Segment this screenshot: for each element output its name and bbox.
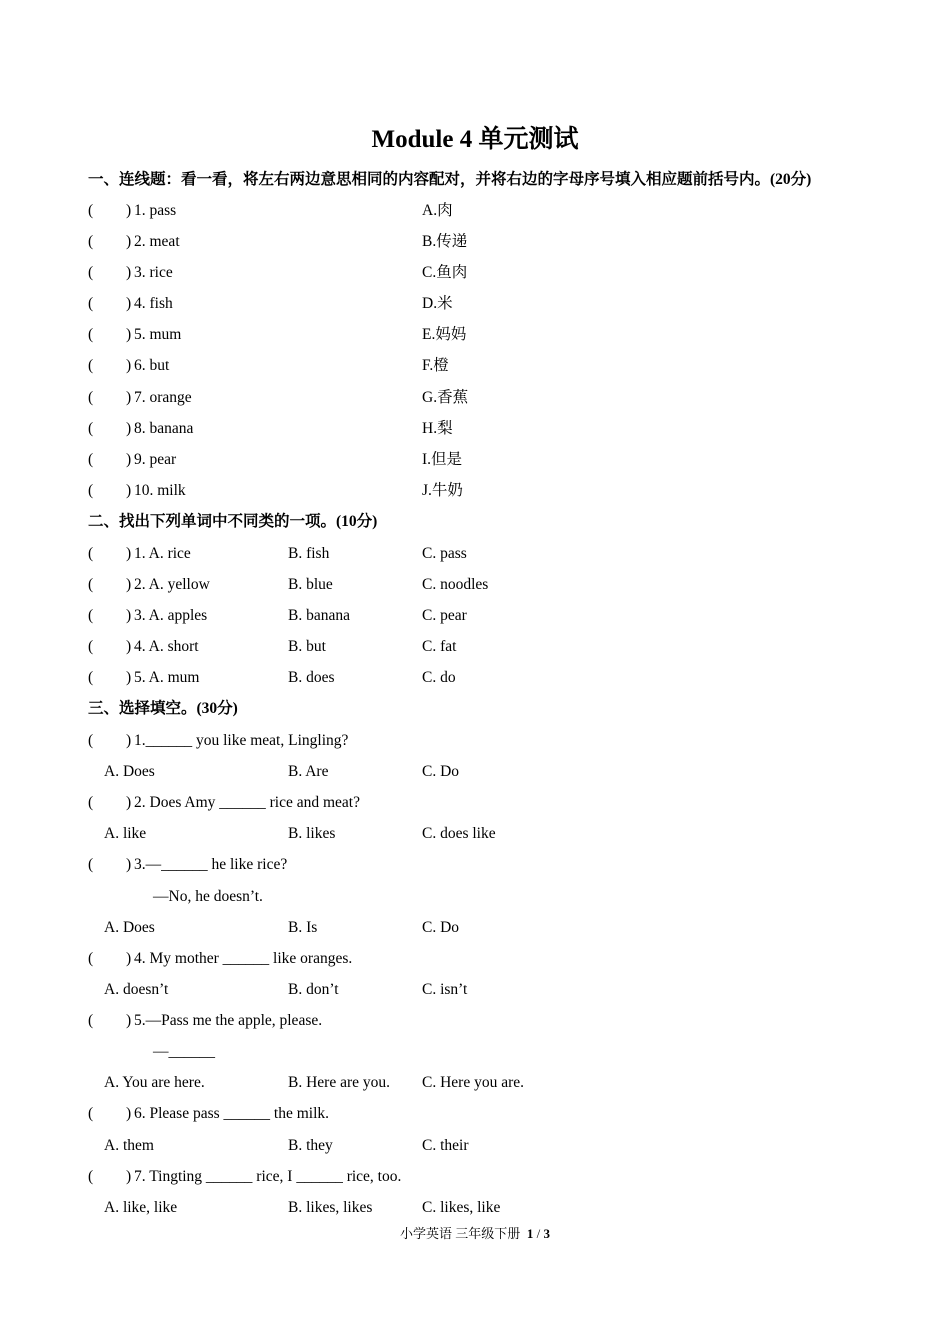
matching-right-item: B.传递 (422, 233, 468, 250)
answer-paren-close: ) (126, 389, 132, 406)
matching-row (88, 324, 908, 346)
question-subline (88, 886, 908, 908)
question-text: 5.—Pass me the apple, please. (134, 1012, 323, 1029)
question-text: 7. Tingting ______ rice, I ______ rice, too. (134, 1168, 402, 1185)
matching-left-item: 7. orange (134, 389, 192, 406)
matching-row (88, 200, 908, 222)
answer-paren-close: ) (126, 233, 132, 250)
matching-right-item: D.米 (422, 295, 453, 312)
option-b: B. likes, likes (288, 1199, 373, 1216)
odd-one-out-row (88, 636, 908, 658)
option-b: B. Here are you. (288, 1074, 390, 1091)
answer-paren-open: ( (88, 669, 94, 686)
answer-paren-open: ( (88, 950, 94, 967)
question-subline (88, 1041, 908, 1063)
matching-right-item: H.梨 (422, 420, 453, 437)
question-options (88, 917, 908, 939)
answer-paren-open: ( (88, 264, 94, 281)
answer-paren-open: ( (88, 233, 94, 250)
question-stem (88, 792, 908, 814)
option-c: C. pass (422, 545, 467, 562)
matching-right-item: F.橙 (422, 357, 449, 374)
answer-paren-close: ) (126, 326, 132, 343)
option-a: 3. A. apples (134, 607, 208, 624)
option-b: B. banana (288, 607, 350, 624)
matching-row (88, 418, 908, 440)
matching-right-item: J.牛奶 (422, 482, 463, 499)
matching-row (88, 231, 908, 253)
page-footer (0, 1225, 950, 1243)
dialogue-reply: —______ (153, 1043, 215, 1060)
answer-paren-close: ) (126, 607, 132, 624)
question-stem (88, 1103, 908, 1125)
page-total: 3 (543, 1226, 550, 1241)
option-a: A. like, like (104, 1199, 178, 1216)
answer-paren-open: ( (88, 576, 94, 593)
answer-paren-close: ) (126, 794, 132, 811)
matching-left-item: 6. but (134, 357, 170, 374)
matching-right-item: A.肉 (422, 202, 453, 219)
option-a: A. Does (104, 763, 155, 780)
option-b: B. fish (288, 545, 330, 562)
option-a: 5. A. mum (134, 669, 200, 686)
answer-paren-open: ( (88, 451, 94, 468)
matching-row (88, 480, 908, 502)
answer-paren-close: ) (126, 357, 132, 374)
matching-right-item: G.香蕉 (422, 389, 469, 406)
question-options (88, 823, 908, 845)
answer-paren-close: ) (126, 264, 132, 281)
odd-one-out-row (88, 574, 908, 596)
answer-paren-open: ( (88, 1105, 94, 1122)
option-c: C. noodles (422, 576, 489, 593)
option-c: C. Do (422, 763, 460, 780)
option-b: B. likes (288, 825, 336, 842)
answer-paren-open: ( (88, 420, 94, 437)
odd-one-out-row (88, 667, 908, 689)
matching-left-item: 4. fish (134, 295, 173, 312)
answer-paren-close: ) (126, 1012, 132, 1029)
answer-paren-open: ( (88, 482, 94, 499)
option-a: 4. A. short (134, 638, 199, 655)
option-a: 1. A. rice (134, 545, 191, 562)
option-b: B. blue (288, 576, 333, 593)
matching-right-item: C.鱼肉 (422, 264, 468, 281)
answer-paren-open: ( (88, 389, 94, 406)
option-c: C. does like (422, 825, 496, 842)
answer-paren-close: ) (126, 202, 132, 219)
answer-paren-open: ( (88, 794, 94, 811)
option-c: C. likes, like (422, 1199, 501, 1216)
section-1-heading: 一、连线题：看一看，将左右两边意思相同的内容配对，并将右边的字母序号填入相应题前括号内。(20分) (88, 171, 812, 188)
odd-one-out-row (88, 605, 908, 627)
answer-paren-close: ) (126, 451, 132, 468)
option-a: A. them (104, 1137, 154, 1154)
question-options (88, 979, 908, 1001)
option-a: A. You are here. (104, 1074, 205, 1091)
answer-paren-close: ) (126, 545, 132, 562)
option-c: C. pear (422, 607, 467, 624)
page-title: Module 4 单元测试 (371, 126, 579, 153)
answer-paren-open: ( (88, 545, 94, 562)
matching-row (88, 293, 908, 315)
matching-row (88, 262, 908, 284)
option-b: B. don’t (288, 981, 339, 998)
odd-one-out-row (88, 543, 908, 565)
question-text: 1.______ you like meat, Lingling? (134, 732, 349, 749)
option-b: B. does (288, 669, 335, 686)
section-2-heading: 二、找出下列单词中不同类的一项。(10分) (88, 513, 378, 530)
matching-left-item: 2. meat (134, 233, 180, 250)
answer-paren-close: ) (126, 576, 132, 593)
matching-left-item: 9. pear (134, 451, 177, 468)
option-a: A. doesn’t (104, 981, 169, 998)
option-c: C. Here you are. (422, 1074, 524, 1091)
answer-paren-open: ( (88, 607, 94, 624)
option-c: C. their (422, 1137, 469, 1154)
answer-paren-close: ) (126, 638, 132, 655)
matching-left-item: 5. mum (134, 326, 182, 343)
question-stem (88, 730, 908, 752)
answer-paren-open: ( (88, 638, 94, 655)
option-a: 2. A. yellow (134, 576, 210, 593)
answer-paren-open: ( (88, 202, 94, 219)
answer-paren-open: ( (88, 1012, 94, 1029)
answer-paren-open: ( (88, 732, 94, 749)
matching-row (88, 449, 908, 471)
answer-paren-close: ) (126, 732, 132, 749)
question-stem (88, 1166, 908, 1188)
answer-paren-open: ( (88, 357, 94, 374)
question-text: 4. My mother ______ like oranges. (134, 950, 353, 967)
page-separator: / (536, 1226, 541, 1241)
option-a: A. like (104, 825, 147, 842)
question-text: 2. Does Amy ______ rice and meat? (134, 794, 360, 811)
dialogue-reply: —No, he doesn’t. (153, 888, 263, 905)
answer-paren-open: ( (88, 1168, 94, 1185)
matching-left-item: 10. milk (134, 482, 186, 499)
answer-paren-close: ) (126, 1105, 132, 1122)
option-b: B. Are (288, 763, 329, 780)
answer-paren-close: ) (126, 950, 132, 967)
matching-right-item: I.但是 (422, 451, 463, 468)
option-a: A. Does (104, 919, 155, 936)
question-options (88, 1072, 908, 1094)
answer-paren-close: ) (126, 1168, 132, 1185)
question-stem (88, 1010, 908, 1032)
answer-paren-open: ( (88, 326, 94, 343)
question-options (88, 1135, 908, 1157)
question-text: 3.—______ he like rice? (134, 856, 288, 873)
matching-right-item: E.妈妈 (422, 326, 467, 343)
option-c: C. do (422, 669, 456, 686)
matching-row (88, 355, 908, 377)
question-stem (88, 948, 908, 970)
matching-left-item: 1. pass (134, 202, 177, 219)
option-b: B. Is (288, 919, 318, 936)
page-number: 1 (526, 1226, 534, 1241)
question-stem (88, 854, 908, 876)
section-3-heading: 三、选择填空。(30分) (88, 700, 238, 717)
answer-paren-close: ) (126, 295, 132, 312)
option-c: C. isn’t (422, 981, 468, 998)
question-text: 6. Please pass ______ the milk. (134, 1105, 330, 1122)
answer-paren-open: ( (88, 856, 94, 873)
option-b: B. but (288, 638, 326, 655)
option-c: C. fat (422, 638, 457, 655)
answer-paren-close: ) (126, 669, 132, 686)
question-options (88, 761, 908, 783)
answer-paren-close: ) (126, 420, 132, 437)
matching-row (88, 387, 908, 409)
option-b: B. they (288, 1137, 333, 1154)
footer-label: 小学英语 三年级下册 (400, 1226, 521, 1241)
answer-paren-close: ) (126, 856, 132, 873)
matching-left-item: 3. rice (134, 264, 173, 281)
matching-left-item: 8. banana (134, 420, 194, 437)
answer-paren-close: ) (126, 482, 132, 499)
question-options (88, 1197, 908, 1219)
answer-paren-open: ( (88, 295, 94, 312)
option-c: C. Do (422, 919, 460, 936)
